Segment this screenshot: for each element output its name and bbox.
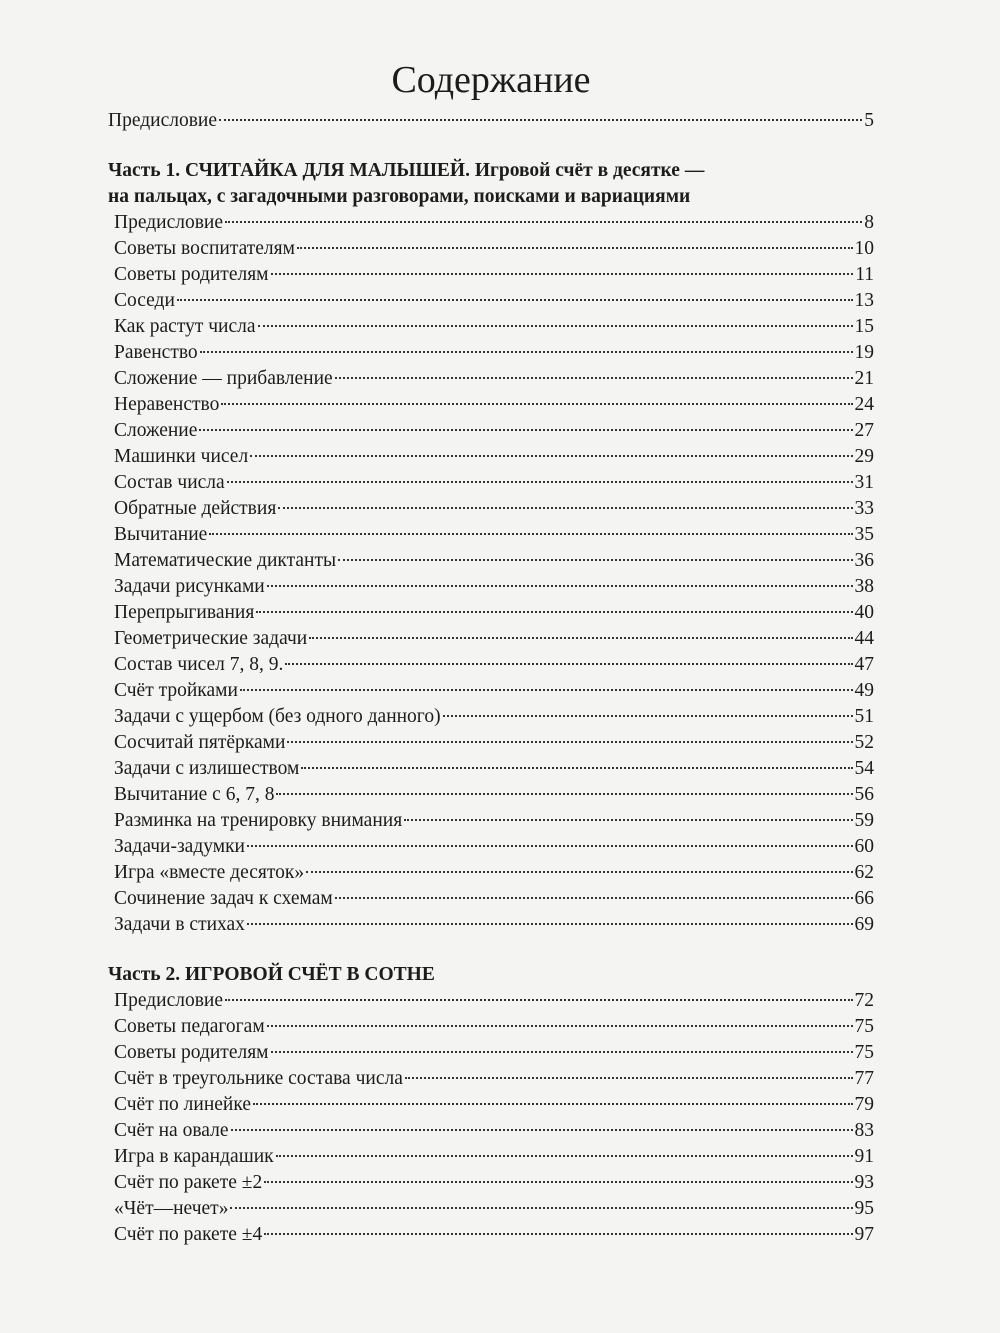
toc-entry-label: Соседи	[114, 290, 175, 311]
toc-entry	[108, 1092, 874, 1118]
dot-leader	[276, 1155, 853, 1157]
part-1-heading-line1: Часть 1. СЧИТАЙКА ДЛЯ МАЛЫШЕЙ. Игровой счёт в десятке —	[108, 160, 705, 181]
dot-leader	[301, 767, 852, 769]
toc-entry	[108, 912, 874, 938]
toc-entry-label: Счёт по линейке	[114, 1094, 252, 1115]
dot-leader	[404, 819, 852, 821]
dot-leader	[405, 1077, 853, 1079]
dot-leader	[225, 999, 852, 1001]
toc-entry-label: Задачи с ущербом (без одного данного)	[114, 706, 441, 727]
toc-entry-page: 62	[854, 862, 874, 883]
dot-leader	[225, 221, 862, 223]
toc-entry-page: 10	[854, 238, 874, 259]
part-2-heading-line1: Часть 2. ИГРОВОЙ СЧЁТ В СОТНЕ	[108, 964, 435, 985]
toc-entry-label: Обратные действия	[114, 498, 277, 519]
dot-leader	[230, 1207, 852, 1209]
dot-leader	[219, 119, 862, 121]
toc-entry-page: 47	[854, 654, 874, 675]
dot-leader	[247, 845, 853, 847]
toc-entry-page: 29	[854, 446, 874, 467]
dot-leader	[256, 611, 852, 613]
dot-leader	[240, 689, 853, 691]
toc-entry-label: Советы воспитателям	[114, 238, 295, 259]
part-1-entries	[108, 210, 874, 938]
toc-entry-page: 33	[854, 498, 874, 519]
toc-entry-page: 8	[864, 212, 874, 233]
toc-entry	[108, 886, 874, 912]
dot-leader	[264, 1181, 852, 1183]
toc-entry	[108, 1144, 874, 1170]
toc-entry-page: 51	[854, 706, 874, 727]
toc-entry-label: Игра в карандашик	[114, 1146, 274, 1167]
toc-entry-page: 75	[854, 1042, 874, 1063]
toc-entry-page: 38	[854, 576, 874, 597]
toc-entry-page: 31	[854, 472, 874, 493]
toc-entry-label: Счёт по ракете ±2	[114, 1172, 263, 1193]
toc-entry-label: Задачи рисунками	[114, 576, 265, 597]
toc-entry	[108, 1118, 874, 1144]
part-2-heading	[108, 962, 874, 988]
toc-entry	[108, 600, 874, 626]
toc-entry	[108, 210, 874, 236]
toc-entry-page: 27	[854, 420, 874, 441]
toc-entry	[108, 860, 874, 886]
toc-entry-page: 52	[854, 732, 874, 753]
toc-entry-page: 54	[854, 758, 874, 779]
toc-entry-page: 49	[854, 680, 874, 701]
toc-entry-page: 77	[854, 1068, 874, 1089]
toc-entry-page: 83	[854, 1120, 874, 1141]
toc-entry	[108, 1170, 874, 1196]
toc-entry-page: 21	[854, 368, 874, 389]
toc-entry	[108, 1196, 874, 1222]
toc-entry-label: Перепрыгивания	[114, 602, 255, 623]
toc-entry-page: 66	[854, 888, 874, 909]
toc-entry-label: Геометрические задачи	[114, 628, 308, 649]
toc-entry	[108, 678, 874, 704]
toc-entry	[108, 418, 874, 444]
dot-leader	[199, 429, 852, 431]
toc-entry-page: 13	[854, 290, 874, 311]
toc-entry-label: Задачи в стихах	[114, 914, 245, 935]
dot-leader	[271, 273, 854, 275]
toc-entry	[108, 522, 874, 548]
toc-entry-page: 72	[854, 990, 874, 1011]
toc-entry-label: Сложение	[114, 420, 198, 441]
toc-entry	[108, 834, 874, 860]
dot-leader	[221, 403, 852, 405]
dot-leader	[338, 559, 852, 561]
dot-leader	[443, 715, 853, 717]
toc-entry-label: Равенство	[114, 342, 198, 363]
toc-entry-page: 44	[854, 628, 874, 649]
dot-leader	[227, 481, 853, 483]
dot-leader	[247, 923, 853, 925]
toc-entry-page: 24	[854, 394, 874, 415]
dot-leader	[287, 741, 852, 743]
toc-entry-page: 35	[854, 524, 874, 545]
toc-entry-label: Состав чисел 7, 8, 9.	[114, 654, 284, 675]
dot-leader	[258, 325, 853, 327]
toc-entry-label: Задачи-задумки	[114, 836, 245, 857]
toc-entry	[108, 392, 874, 418]
toc-entry-page: 19	[854, 342, 874, 363]
toc-entry	[108, 1040, 874, 1066]
toc-entry	[108, 756, 874, 782]
dot-leader	[250, 455, 852, 457]
toc-entry-label: Сочинение задач к схемам	[114, 888, 333, 909]
toc-entry-label: Предисловие	[114, 212, 224, 233]
toc-entry-page: 56	[854, 784, 874, 805]
toc-entry	[108, 1014, 874, 1040]
toc-entry-label: Советы родителям	[114, 264, 269, 285]
toc-entry-label: Игра «вместе десяток»	[114, 862, 305, 883]
toc-entry-label: Счёт по ракете ±4	[114, 1224, 263, 1245]
toc-entry-page: 40	[854, 602, 874, 623]
toc-entry-label: Вычитание	[114, 524, 208, 545]
toc-entry	[108, 782, 874, 808]
toc-entry-label: Как растут числа	[114, 316, 256, 337]
toc-entry-page: 69	[854, 914, 874, 935]
toc-entry-label: Предисловие	[114, 990, 224, 1011]
dot-leader	[267, 585, 853, 587]
toc-entry	[108, 730, 874, 756]
toc-entry-label: Машинки чисел	[114, 446, 249, 467]
toc-entry-page: 11	[855, 264, 874, 285]
toc-entry-label: Разминка на тренировку внимания	[114, 810, 403, 831]
toc-entry-page: 95	[854, 1198, 874, 1219]
toc-entry	[108, 288, 874, 314]
toc-entry-label: Предисловие	[108, 110, 218, 131]
dot-leader	[264, 1233, 852, 1235]
toc-entry-page: 59	[854, 810, 874, 831]
dot-leader	[276, 793, 852, 795]
dot-leader	[297, 247, 853, 249]
toc-entry-page: 36	[854, 550, 874, 571]
toc-entry-page: 91	[854, 1146, 874, 1167]
dot-leader	[209, 533, 852, 535]
dot-leader	[267, 1025, 853, 1027]
toc-entry-label: Математические диктанты	[114, 550, 337, 571]
toc-entry	[108, 1066, 874, 1092]
dot-leader	[335, 377, 853, 379]
toc-entry	[108, 444, 874, 470]
toc-entry-preface	[108, 108, 874, 134]
dot-leader	[231, 1129, 853, 1131]
page-title: Содержание	[391, 59, 591, 101]
dot-leader	[177, 299, 853, 301]
toc-entry	[108, 340, 874, 366]
toc-entry	[108, 236, 874, 262]
part-1-heading	[108, 158, 874, 210]
toc-entry-page: 79	[854, 1094, 874, 1115]
toc-entry	[108, 626, 874, 652]
toc-entry-label: Счёт в треугольнике состава числа	[114, 1068, 403, 1089]
part-1-heading-line2: на пальцах, с загадочными разговорами, поисками и вариациями	[108, 186, 691, 207]
toc-entry	[108, 262, 874, 288]
part-2-entries	[108, 988, 874, 1248]
dot-leader	[253, 1103, 852, 1105]
toc-entry	[108, 704, 874, 730]
toc-entry-label: Сложение — прибавление	[114, 368, 333, 389]
toc-entry-label: Задачи с излишеством	[114, 758, 300, 779]
dot-leader	[200, 351, 853, 353]
toc-entry-label: Сосчитай пятёрками	[114, 732, 286, 753]
dot-leader	[278, 507, 852, 509]
toc-entry-page: 93	[854, 1172, 874, 1193]
toc-entry-page: 75	[854, 1016, 874, 1037]
dot-leader	[271, 1051, 853, 1053]
toc-entry-page: 60	[854, 836, 874, 857]
toc-entry-label: Вычитание с 6, 7, 8	[114, 784, 275, 805]
toc-entry	[108, 652, 874, 678]
toc-entry-label: Советы родителям	[114, 1042, 269, 1063]
toc-entry-label: «Чёт—нечет»	[114, 1198, 229, 1219]
toc-entry	[108, 988, 874, 1014]
toc-entry-page: 97	[854, 1224, 874, 1245]
toc-entry-label: Счёт на овале	[114, 1120, 229, 1141]
toc-entry-page: 15	[854, 316, 874, 337]
toc-entry-label: Счёт тройками	[114, 680, 238, 701]
toc-entry	[108, 548, 874, 574]
toc-entry-label: Состав числа	[114, 472, 225, 493]
toc-list	[108, 108, 874, 1248]
table-of-contents-page	[108, 0, 874, 1248]
toc-entry-page: 5	[864, 110, 874, 131]
toc-entry	[108, 1222, 874, 1248]
dot-leader	[309, 637, 852, 639]
toc-entry-label: Советы педагогам	[114, 1016, 265, 1037]
toc-entry	[108, 574, 874, 600]
toc-entry	[108, 808, 874, 834]
toc-entry-label: Неравенство	[114, 394, 220, 415]
toc-entry	[108, 496, 874, 522]
toc-entry	[108, 366, 874, 392]
dot-leader	[306, 871, 852, 873]
toc-entry	[108, 470, 874, 496]
dot-leader	[335, 897, 853, 899]
dot-leader	[285, 663, 852, 665]
toc-entry	[108, 314, 874, 340]
